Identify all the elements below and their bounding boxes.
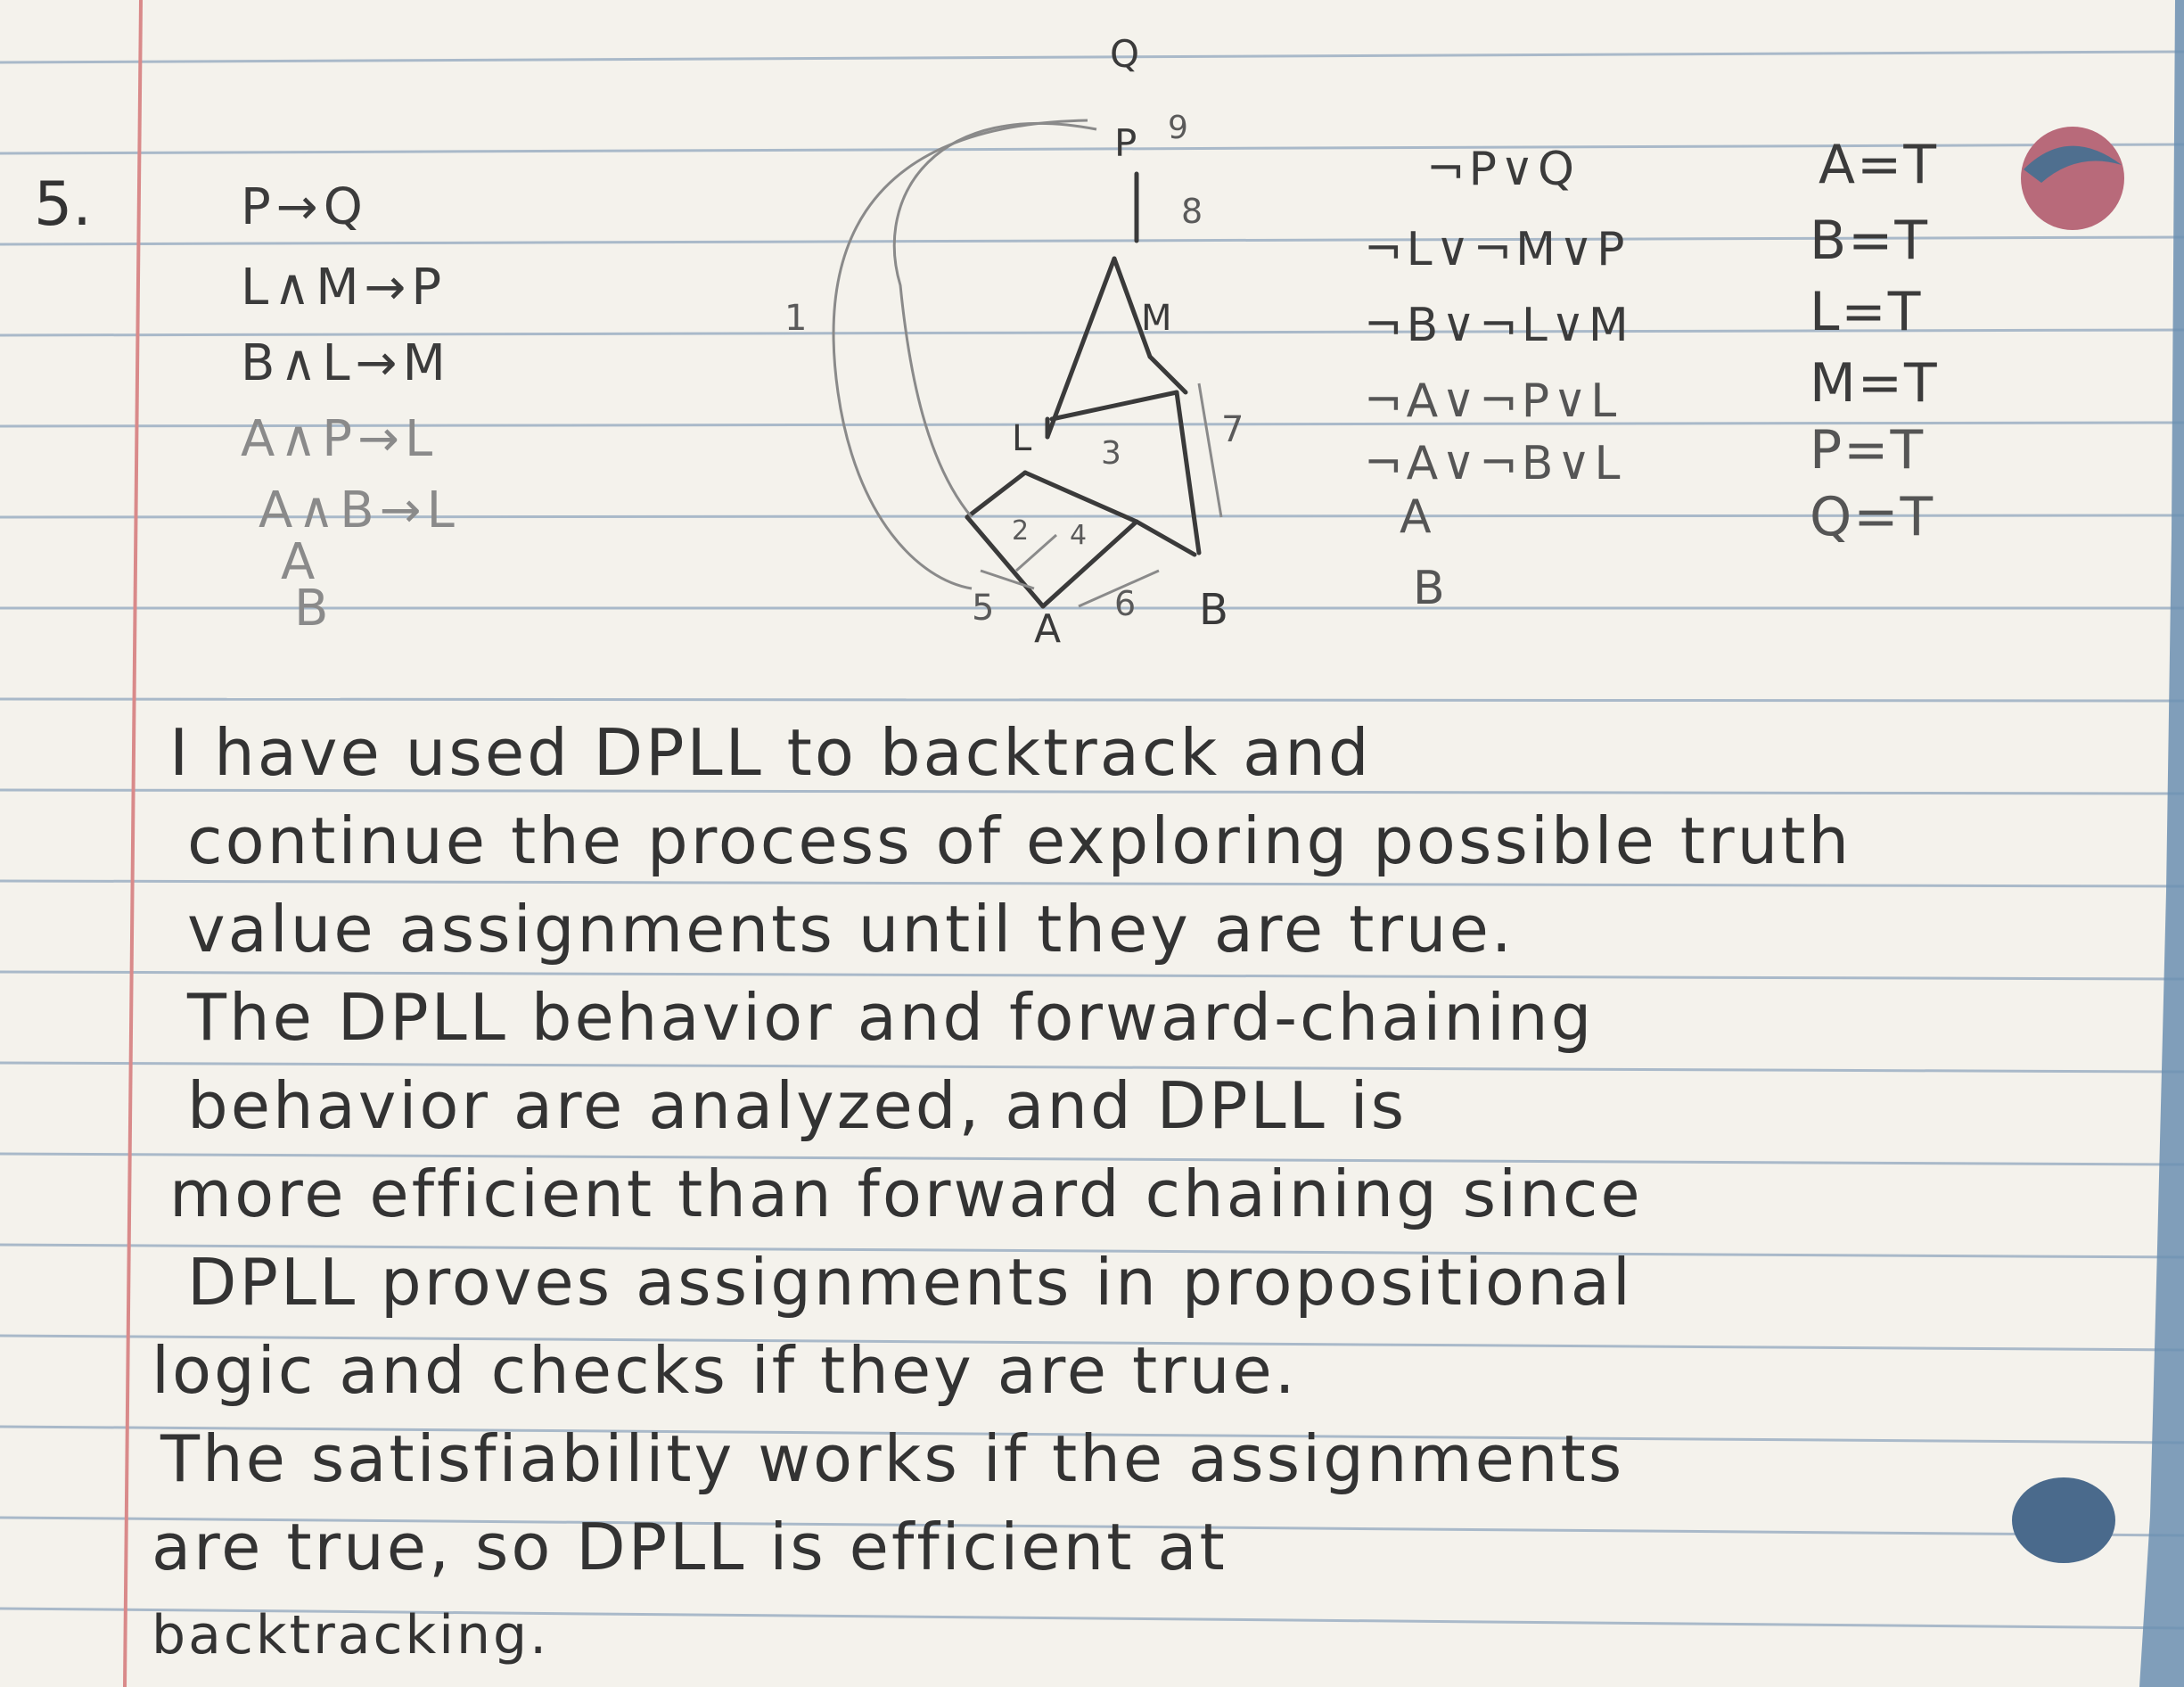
premise: A∧P→L bbox=[241, 410, 439, 468]
paragraph-line: are true, so DPLL is efficient at bbox=[152, 1510, 1227, 1584]
paragraph-line: logic and checks if they are true. bbox=[152, 1333, 1298, 1408]
assignment: A=T bbox=[1819, 134, 1938, 196]
edge-m-and-2 bbox=[1150, 357, 1186, 392]
edge-number: 6 bbox=[1114, 584, 1137, 623]
edge-number: 7 bbox=[1221, 409, 1244, 450]
paragraph-line: The DPLL behavior and forward-chaining bbox=[187, 980, 1595, 1055]
assignment: L=T bbox=[1810, 281, 1923, 343]
clause: ¬B∨¬L∨M bbox=[1364, 299, 1632, 352]
premise: A bbox=[281, 533, 321, 591]
node-l: L bbox=[1012, 418, 1032, 459]
paragraph-line: continue the process of exploring possible truth bbox=[187, 803, 1852, 878]
edge-l-m bbox=[1052, 392, 1177, 419]
clause: ¬A∨¬B∨L bbox=[1364, 437, 1624, 490]
paragraph-line: I have used DPLL to backtrack and bbox=[169, 715, 1372, 790]
edge-l-and-b bbox=[1025, 473, 1137, 522]
clause: ¬P∨Q bbox=[1426, 143, 1578, 196]
arrow-5 bbox=[981, 571, 1034, 588]
node-m: M bbox=[1141, 298, 1172, 339]
clause: ¬A∨¬P∨L bbox=[1364, 374, 1621, 428]
edge-m-b bbox=[1177, 392, 1199, 553]
edge-number: 4 bbox=[1070, 520, 1088, 551]
clause: A bbox=[1400, 490, 1435, 544]
paragraph-line: backtracking. bbox=[152, 1604, 550, 1666]
assignment: M=T bbox=[1810, 352, 1939, 415]
node-p: P bbox=[1114, 121, 1137, 165]
paragraph-line: The satisfiability works if the assignments bbox=[160, 1421, 1625, 1496]
premise: A∧B→L bbox=[259, 481, 460, 539]
edge-and-b bbox=[1137, 522, 1195, 555]
node-a: A bbox=[1034, 606, 1062, 652]
assignment: Q=T bbox=[1810, 486, 1935, 548]
premise: L∧M→P bbox=[241, 259, 447, 317]
edge-number: 9 bbox=[1168, 110, 1188, 146]
edge-l-a bbox=[967, 473, 1025, 517]
arrow-7 bbox=[1199, 383, 1221, 517]
paragraph-line: behavior are analyzed, and DPLL is bbox=[187, 1068, 1408, 1143]
premise: B bbox=[294, 580, 334, 638]
premise: P→Q bbox=[241, 178, 368, 236]
clause: ¬L∨¬M∨P bbox=[1364, 223, 1629, 276]
pencil-arc-outer bbox=[833, 120, 1088, 588]
paragraph-line: value assignments until they are true. bbox=[187, 892, 1515, 967]
node-b: B bbox=[1199, 585, 1228, 635]
edge-number: 5 bbox=[972, 588, 995, 629]
clause: B bbox=[1413, 562, 1449, 615]
question-number: 5. bbox=[34, 169, 92, 240]
assignment: P=T bbox=[1810, 419, 1925, 481]
edge-l-and bbox=[1047, 259, 1114, 437]
paragraph-line: DPLL proves assignments in propositional bbox=[187, 1245, 1633, 1320]
explanation-paragraph bbox=[152, 709, 2157, 1680]
edge-number: 3 bbox=[1101, 435, 1121, 472]
edge-number: 8 bbox=[1181, 192, 1203, 231]
assignment: B=T bbox=[1810, 210, 1930, 272]
paragraph-line: more efficient than forward chaining since bbox=[169, 1156, 1643, 1231]
pencil-arc-inner bbox=[894, 123, 1096, 517]
premise: B∧L→M bbox=[241, 334, 451, 392]
edge-number: 1 bbox=[784, 298, 808, 339]
edge-number: 2 bbox=[1012, 515, 1030, 547]
node-q: Q bbox=[1110, 32, 1140, 76]
